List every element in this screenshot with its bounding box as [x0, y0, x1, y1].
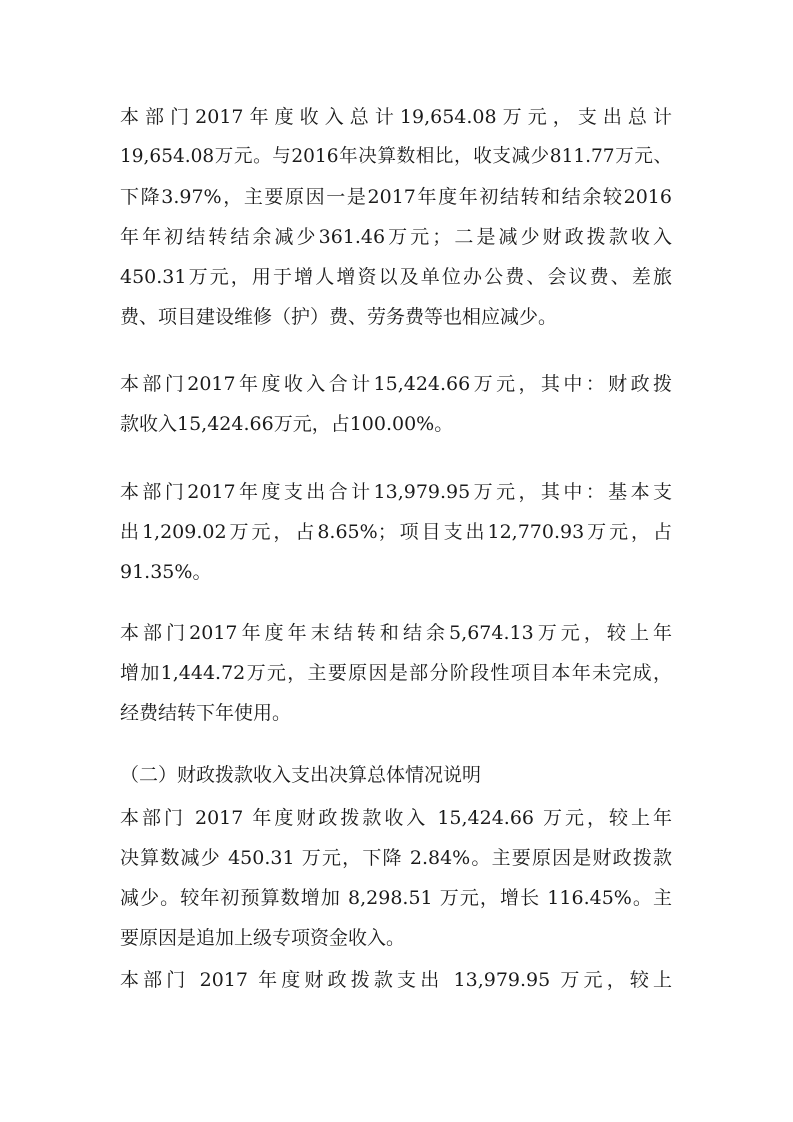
text-line: 下降3.97%，主要原因一是2017年度年初结转和结余较2016 [120, 186, 672, 208]
paragraph-income-total [120, 364, 672, 444]
text-line: 费、项目建设维修（护）费、劳务费等也相应减少。 [120, 306, 558, 328]
text-line: 款收入15,424.66万元，占100.00%。 [120, 413, 454, 435]
text-line: 增加1,444.72万元，主要原因是部分阶段性项目本年未完成， [120, 662, 672, 684]
paragraph-income-expense-total [120, 97, 672, 337]
text-line: 要原因是追加上级专项资金收入。 [120, 927, 406, 949]
heading-line: （二）财政拨款收入支出决算总体情况说明 [120, 764, 482, 786]
text-line: 出1,209.02万元，占8.65%；项目支出12,770.93万元，占 [120, 521, 672, 543]
text-line: 450.31万元，用于增人增资以及单位办公费、会议费、差旅 [120, 266, 672, 288]
text-line: 19,654.08万元。与2016年决算数相比，收支减少811.77万元、 [120, 146, 672, 167]
text-line: 本部门2017年度收入合计15,424.66万元，其中：财政拨 [120, 373, 672, 395]
text-line: 本部门2017年度收入总计19,654.08万元，支出总计 [120, 106, 672, 128]
text-line: 本部门2017年度支出合计13,979.95万元，其中：基本支 [120, 481, 672, 503]
paragraph-expense-total [120, 472, 672, 592]
text-line: 减少。较年初预算数增加 8,298.51 万元，增长 116.45%。主 [120, 887, 672, 909]
section-heading [120, 755, 672, 795]
paragraph-fiscal-expense [120, 960, 672, 1000]
text-line: 本部门2017年度年末结转和结余5,674.13万元，较上年 [120, 622, 672, 644]
text-line: 本部门 2017 年度财政拨款支出 13,979.95 万元，较上 [120, 969, 672, 991]
text-line: 91.35%。 [120, 561, 212, 583]
text-line: 经费结转下年使用。 [120, 702, 292, 724]
text-line: 决算数减少 450.31 万元，下降 2.84%。主要原因是财政拨款 [120, 847, 672, 869]
paragraph-carryover [120, 613, 672, 733]
paragraph-fiscal-income [120, 798, 672, 958]
text-line: 年年初结转结余减少361.46万元；二是减少财政拨款收入 [120, 226, 672, 248]
text-line: 本部门 2017 年度财政拨款收入 15,424.66 万元，较上年 [120, 807, 672, 829]
